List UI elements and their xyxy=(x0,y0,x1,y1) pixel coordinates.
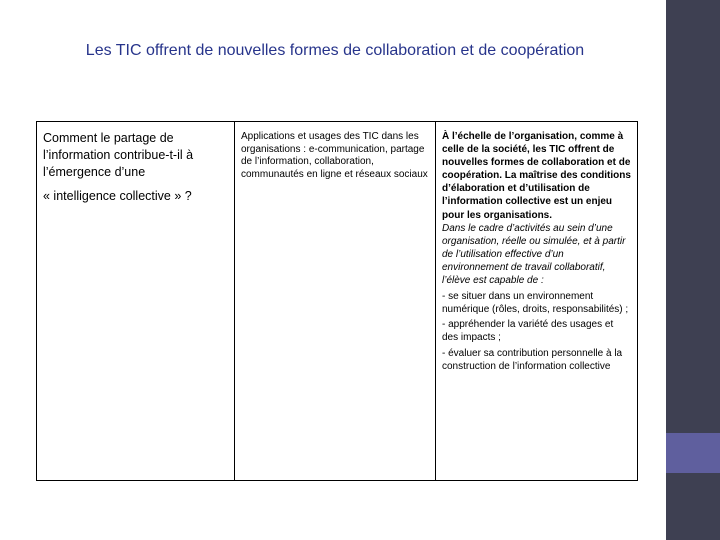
applications-text: Applications et usages des TIC dans les organisations : e-communication, partage de l’information, collaboration, communautés en ligne et réseaux sociaux xyxy=(241,131,428,180)
objectives-context: Dans le cadre d’activités au sein d’une organisation, réelle ou simulée, et à partir de l’utilisation effective d’un environnement de travail collaboratif, l’élève est capable de : xyxy=(442,222,626,287)
objective-item: - se situer dans un environnement numérique (rôles, droits, responsabilités) ; xyxy=(442,290,629,315)
objectives-cell xyxy=(436,122,637,480)
content-table xyxy=(36,121,638,481)
sidebar-decor-bottom xyxy=(666,473,720,540)
applications-cell xyxy=(235,122,436,480)
question-text: Comment le partage de l’information contribue-t-il à l’émergence d’une xyxy=(43,131,194,179)
objectives-intro: À l’échelle de l’organisation, comme à celle de la société, les TIC offrent de nouvelles formes de collaboration et de coopération. La maîtrise des conditions d’élaboration et d’utilisation de l’information collective est un enjeu pour les organisations. xyxy=(442,131,631,221)
sidebar-decor-top xyxy=(666,0,720,433)
question-cell xyxy=(37,122,235,480)
objective-item: - évaluer sa contribution personnelle à la construction de l’information collective xyxy=(442,348,623,373)
objective-item: - appréhender la variété des usages et des impacts ; xyxy=(442,319,614,344)
question-text-continued: « intelligence collective » ? xyxy=(43,189,192,203)
sidebar-decor-accent xyxy=(666,433,720,473)
slide-title: Les TIC offrent de nouvelles formes de collaboration et de coopération xyxy=(85,42,585,59)
